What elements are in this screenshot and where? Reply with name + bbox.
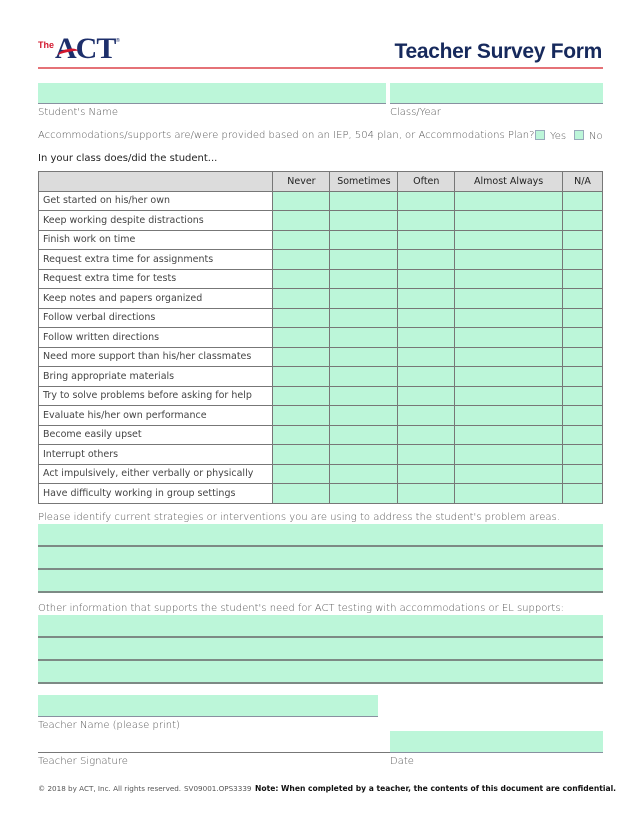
other-info-prompt: Other information that supports the student's need for ACT testing with accommodations or EL supports:: [38, 603, 564, 614]
never-cell[interactable]: [273, 367, 330, 387]
row-label: Keep working despite distractions: [39, 211, 273, 231]
never-cell[interactable]: [273, 464, 330, 484]
row-label: Become easily upset: [39, 425, 273, 445]
yes-option[interactable]: [535, 130, 566, 142]
act-logo: [38, 32, 121, 65]
often-cell[interactable]: [398, 308, 455, 328]
registered-mark: ®: [115, 38, 121, 44]
yes-label: Yes: [550, 131, 567, 142]
row-label: Request extra time for tests: [39, 269, 273, 289]
row-label: Follow written directions: [39, 328, 273, 348]
often-cell[interactable]: [398, 328, 455, 348]
accommodations-question: Accommodations/supports are/were provided based on an IEP, 504 plan, or Accommodations Plan?: [38, 130, 535, 141]
almost-always-cell[interactable]: [455, 191, 563, 211]
table-row: [39, 211, 603, 231]
almost-always-cell[interactable]: [455, 406, 563, 426]
almost-always-cell[interactable]: [455, 464, 563, 484]
table-row: [39, 367, 603, 387]
often-cell[interactable]: [398, 406, 455, 426]
sometimes-cell[interactable]: [330, 308, 398, 328]
sometimes-cell[interactable]: [330, 445, 398, 465]
often-cell[interactable]: [398, 269, 455, 289]
never-cell[interactable]: [273, 250, 330, 270]
almost-always-cell[interactable]: [455, 386, 563, 406]
almost-always-cell[interactable]: [455, 230, 563, 250]
often-cell[interactable]: [398, 445, 455, 465]
sometimes-cell[interactable]: [330, 425, 398, 445]
often-cell[interactable]: [398, 191, 455, 211]
column-header-almost-always: Almost Always: [455, 172, 563, 192]
never-cell[interactable]: [273, 386, 330, 406]
never-cell[interactable]: [273, 230, 330, 250]
na-cell[interactable]: [563, 230, 603, 250]
often-cell[interactable]: [398, 211, 455, 231]
other-info-line-2[interactable]: [38, 638, 603, 661]
never-cell[interactable]: [273, 269, 330, 289]
no-label: No: [589, 131, 603, 142]
never-cell[interactable]: [273, 406, 330, 426]
sometimes-cell[interactable]: [330, 386, 398, 406]
sometimes-cell[interactable]: [330, 484, 398, 504]
na-cell[interactable]: [563, 328, 603, 348]
sometimes-cell[interactable]: [330, 367, 398, 387]
no-option[interactable]: [574, 130, 603, 142]
never-cell[interactable]: [273, 289, 330, 309]
teacher-name-label: Teacher Name (please print): [38, 720, 180, 731]
never-cell[interactable]: [273, 328, 330, 348]
often-cell[interactable]: [398, 386, 455, 406]
sometimes-cell[interactable]: [330, 289, 398, 309]
almost-always-cell[interactable]: [455, 484, 563, 504]
row-label: Act impulsively, either verbally or physically: [39, 464, 273, 484]
na-cell[interactable]: [563, 464, 603, 484]
na-cell[interactable]: [563, 211, 603, 231]
form-code: SV09001.OPS3339: [184, 784, 252, 793]
never-cell[interactable]: [273, 484, 330, 504]
strategies-prompt: Please identify current strategies or interventions you are using to address the student's problem areas.: [38, 512, 560, 523]
almost-always-cell[interactable]: [455, 328, 563, 348]
na-cell[interactable]: [563, 289, 603, 309]
column-header-behavior: [39, 172, 273, 192]
never-cell[interactable]: [273, 425, 330, 445]
no-checkbox[interactable]: [574, 130, 584, 140]
table-row: [39, 464, 603, 484]
confidentiality-note: Note: When completed by a teacher, the contents of this document are confidential.: [255, 784, 617, 793]
table-row: [39, 269, 603, 289]
na-cell[interactable]: [563, 308, 603, 328]
sometimes-cell[interactable]: [330, 347, 398, 367]
often-cell[interactable]: [398, 425, 455, 445]
table-row: [39, 289, 603, 309]
almost-always-cell[interactable]: [455, 308, 563, 328]
class-year-input[interactable]: [390, 83, 603, 104]
table-row: [39, 347, 603, 367]
often-cell[interactable]: [398, 484, 455, 504]
na-cell[interactable]: [563, 250, 603, 270]
row-label: Try to solve problems before asking for help: [39, 386, 273, 406]
row-label: Interrupt others: [39, 445, 273, 465]
date-input[interactable]: [390, 731, 603, 753]
student-name-input[interactable]: [38, 83, 386, 104]
often-cell[interactable]: [398, 367, 455, 387]
column-header-often: Often: [398, 172, 455, 192]
almost-always-cell[interactable]: [455, 347, 563, 367]
almost-always-cell[interactable]: [455, 289, 563, 309]
na-cell[interactable]: [563, 425, 603, 445]
na-cell[interactable]: [563, 406, 603, 426]
na-cell[interactable]: [563, 191, 603, 211]
logo-prefix: The: [38, 40, 55, 50]
na-cell[interactable]: [563, 269, 603, 289]
column-header-na: N/A: [563, 172, 603, 192]
strategies-line-3[interactable]: [38, 570, 603, 593]
never-cell[interactable]: [273, 211, 330, 231]
often-cell[interactable]: [398, 464, 455, 484]
logo-wordmark: ACT: [55, 32, 116, 65]
table-row: [39, 386, 603, 406]
page-title: Teacher Survey Form: [394, 40, 602, 63]
table-row: [39, 484, 603, 504]
sometimes-cell[interactable]: [330, 211, 398, 231]
almost-always-cell[interactable]: [455, 250, 563, 270]
row-label: Request extra time for assignments: [39, 250, 273, 270]
table-header-row: [39, 172, 603, 192]
sometimes-cell[interactable]: [330, 464, 398, 484]
sometimes-cell[interactable]: [330, 406, 398, 426]
na-cell[interactable]: [563, 445, 603, 465]
row-label: Finish work on time: [39, 230, 273, 250]
row-label: Get started on his/her own: [39, 191, 273, 211]
sometimes-cell[interactable]: [330, 230, 398, 250]
row-label: Need more support than his/her classmates: [39, 347, 273, 367]
class-year-label: Class/Year: [390, 107, 441, 118]
other-info-line-1[interactable]: [38, 615, 603, 638]
often-cell[interactable]: [398, 230, 455, 250]
table-row: [39, 445, 603, 465]
row-label: Keep notes and papers organized: [39, 289, 273, 309]
often-cell[interactable]: [398, 347, 455, 367]
almost-always-cell[interactable]: [455, 445, 563, 465]
table-row: [39, 230, 603, 250]
sometimes-cell[interactable]: [330, 269, 398, 289]
strategies-line-1[interactable]: [38, 524, 603, 547]
copyright-text: © 2018 by ACT, Inc. All rights reserved.: [38, 784, 182, 793]
na-cell[interactable]: [563, 484, 603, 504]
student-name-label: Student's Name: [38, 107, 119, 118]
table-row: [39, 308, 603, 328]
strategies-line-2[interactable]: [38, 547, 603, 570]
na-cell[interactable]: [563, 367, 603, 387]
table-row: [39, 191, 603, 211]
row-label: Evaluate his/her own performance: [39, 406, 273, 426]
behavior-survey-table: [38, 171, 603, 504]
teacher-signature-label: Teacher Signature: [38, 756, 128, 767]
row-label: Have difficulty working in group settings: [39, 484, 273, 504]
header-divider: [38, 67, 603, 69]
row-label: Follow verbal directions: [39, 308, 273, 328]
na-cell[interactable]: [563, 386, 603, 406]
almost-always-cell[interactable]: [455, 425, 563, 445]
column-header-never: Never: [273, 172, 330, 192]
never-cell[interactable]: [273, 347, 330, 367]
almost-always-cell[interactable]: [455, 269, 563, 289]
almost-always-cell[interactable]: [455, 367, 563, 387]
other-info-line-3[interactable]: [38, 661, 603, 684]
row-label: Bring appropriate materials: [39, 367, 273, 387]
never-cell[interactable]: [273, 445, 330, 465]
often-cell[interactable]: [398, 289, 455, 309]
date-label: Date: [390, 756, 414, 767]
column-header-sometimes: Sometimes: [330, 172, 398, 192]
never-cell[interactable]: [273, 191, 330, 211]
na-cell[interactable]: [563, 347, 603, 367]
yes-checkbox[interactable]: [535, 130, 545, 140]
table-row: [39, 250, 603, 270]
often-cell[interactable]: [398, 250, 455, 270]
almost-always-cell[interactable]: [455, 211, 563, 231]
sometimes-cell[interactable]: [330, 328, 398, 348]
teacher-signature-line[interactable]: [38, 752, 390, 753]
table-row: [39, 406, 603, 426]
table-row: [39, 425, 603, 445]
teacher-name-input[interactable]: [38, 695, 378, 717]
sometimes-cell[interactable]: [330, 191, 398, 211]
sometimes-cell[interactable]: [330, 250, 398, 270]
table-row: [39, 328, 603, 348]
survey-intro: In your class does/did the student...: [38, 153, 218, 164]
never-cell[interactable]: [273, 308, 330, 328]
